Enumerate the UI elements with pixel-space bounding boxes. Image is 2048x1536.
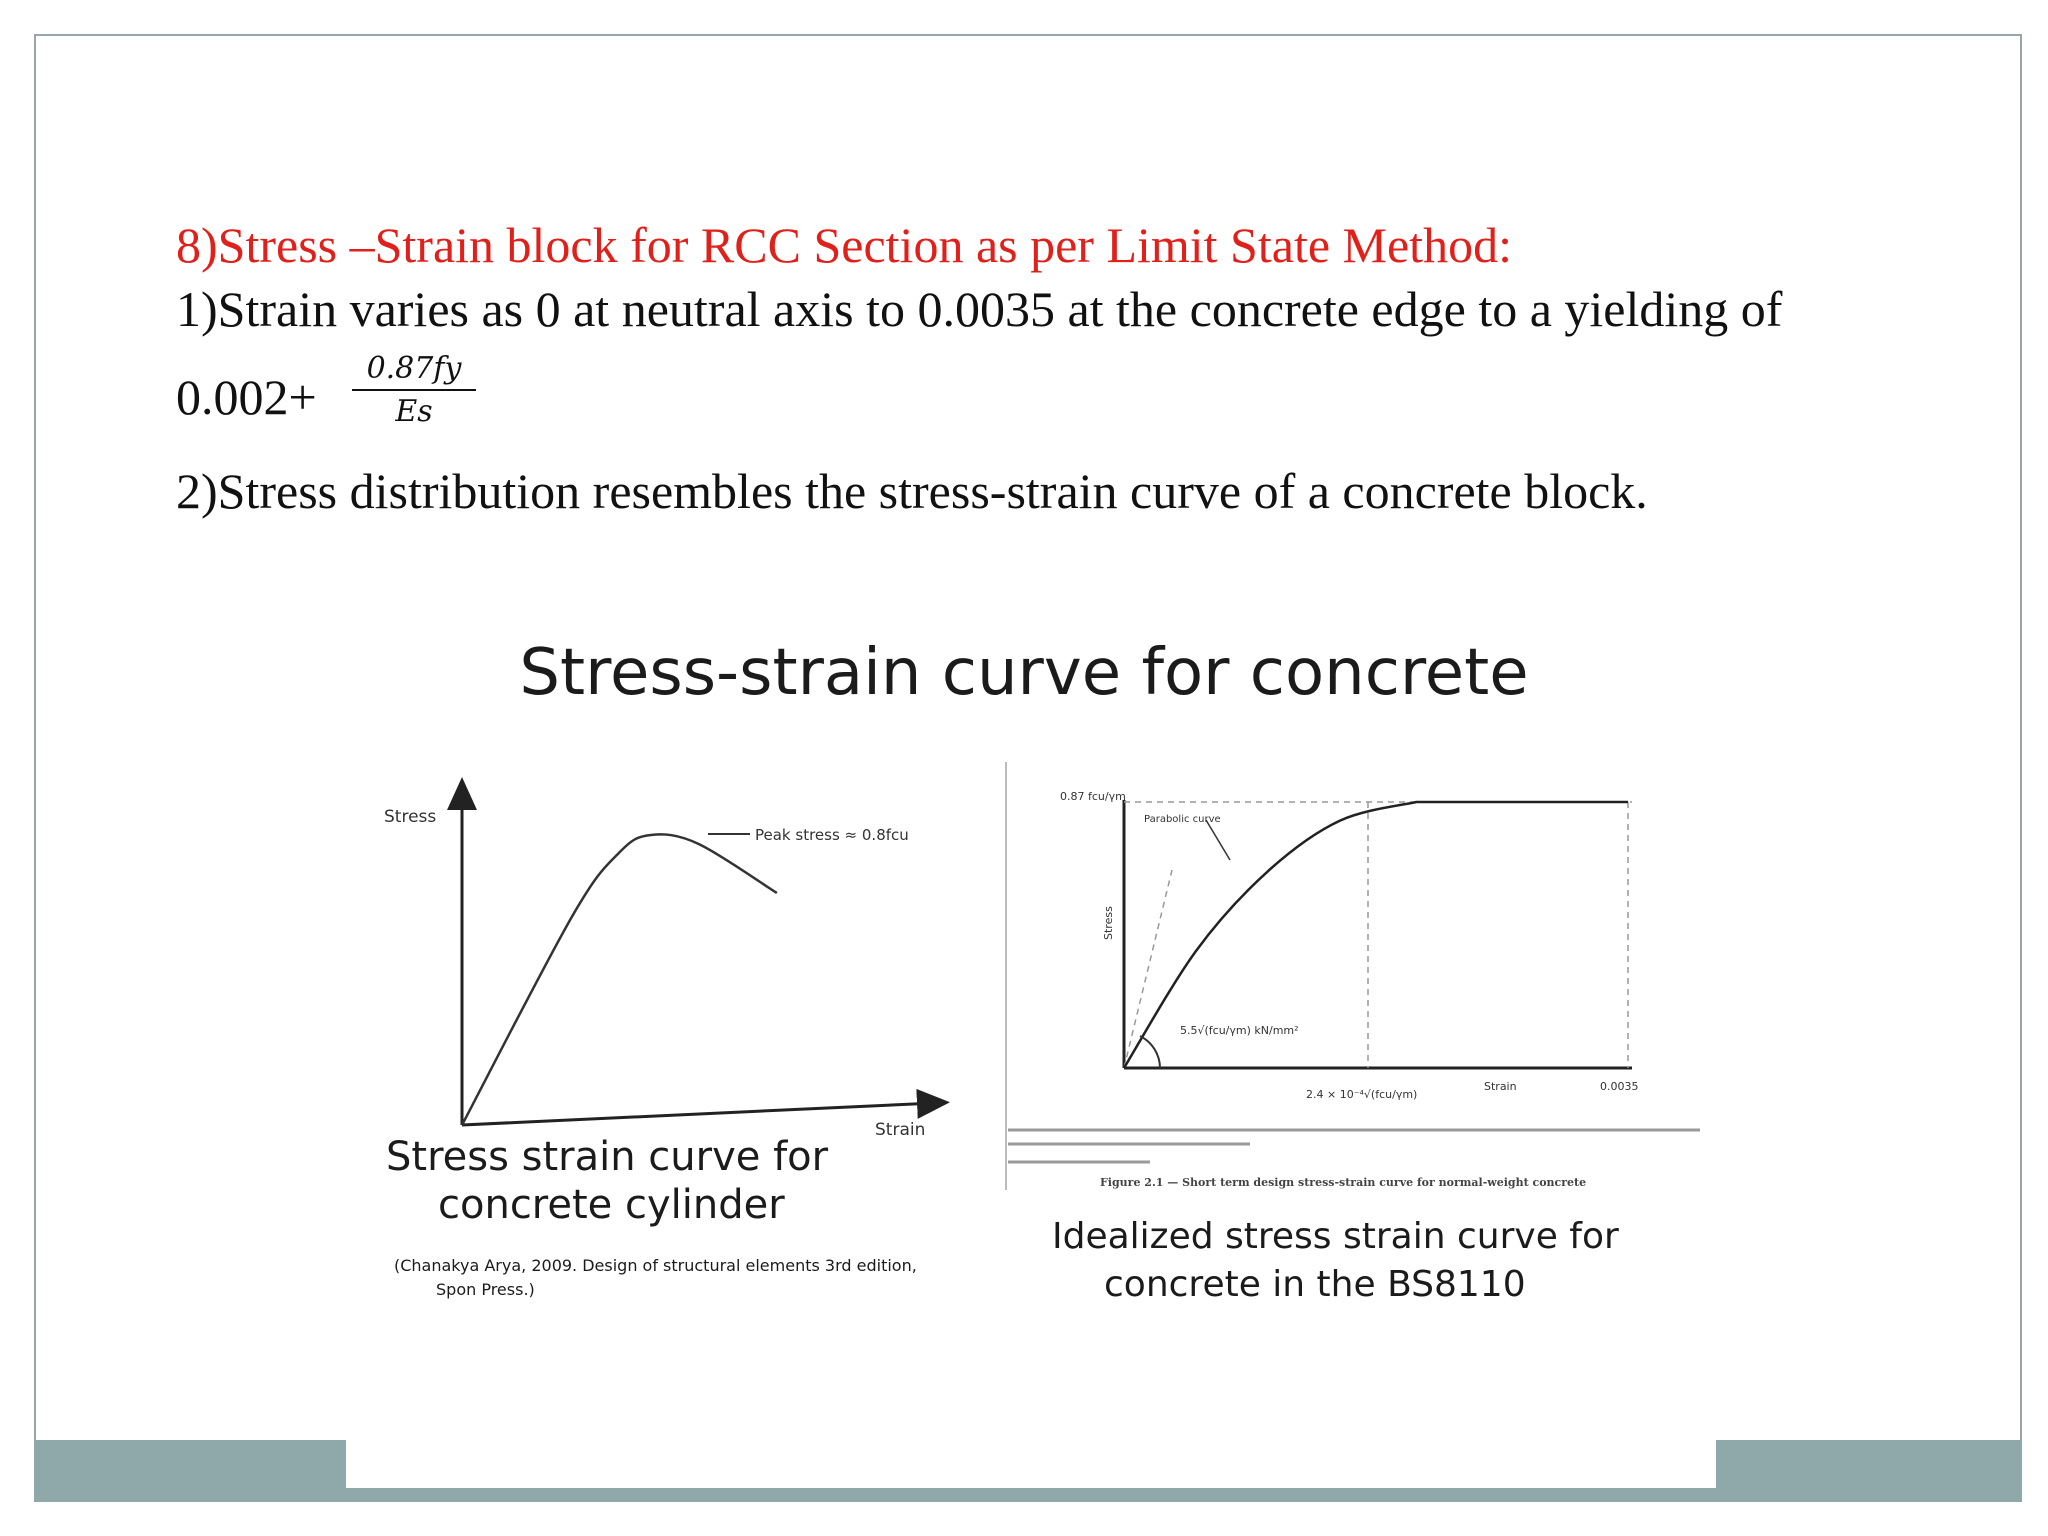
right-caption-line-1: Idealized stress strain curve for: [1052, 1216, 1619, 1257]
cylinder-ylabel: Stress: [384, 807, 437, 827]
parabolic-label: Parabolic curve: [1144, 814, 1221, 825]
ultimate-strain-label: 0.0035: [1600, 1080, 1639, 1093]
cylinder-x-axis: [462, 1103, 935, 1125]
formula-denominator: Es: [395, 394, 433, 429]
citation-line-1: (Chanakya Arya, 2009. Design of structural elements 3rd edition,: [394, 1256, 917, 1275]
modulus-label: 5.5√(fcu/γm) kN/mm²: [1180, 1024, 1299, 1037]
formula-base: 0.002+: [176, 369, 317, 425]
point-2-text: 2)Stress distribution resembles the stress-strain curve of a concrete block.: [176, 463, 1648, 519]
point-1-text: 1)Strain varies as 0 at neutral axis to 0.0035 at the concrete edge to a yielding of: [176, 281, 1783, 337]
left-caption-line-2: concrete cylinder: [438, 1182, 785, 1228]
bs8110-chart: [1008, 790, 1700, 1189]
peak-stress-label: Peak stress ≈ 0.8fcu: [755, 826, 909, 844]
cylinder-chart: [384, 792, 935, 1140]
figure-title: Stress-strain curve for concrete: [519, 636, 1529, 710]
figure-note: Figure 2.1 — Short term design stress-strain curve for normal-weight concrete: [1100, 1176, 1587, 1189]
slide-heading: 8)Stress –Strain block for RCC Section as per Limit State Method:: [176, 217, 1512, 273]
citation-line-2: Spon Press.): [436, 1280, 535, 1299]
yield-strain-label: 2.4 × 10⁻⁴√(fcu/γm): [1306, 1088, 1418, 1101]
right-caption-line-2: concrete in the BS8110: [1104, 1264, 1526, 1305]
tangent-angle-arc: [1140, 1036, 1160, 1068]
formula-numerator: 0.87fy: [366, 351, 462, 386]
bs-tangent-dashed: [1124, 870, 1172, 1068]
cylinder-xlabel: Strain: [875, 1120, 926, 1140]
bs-xlabel: Strain: [1484, 1080, 1517, 1093]
cylinder-curve: [462, 834, 777, 1125]
parabolic-leader: [1206, 820, 1230, 860]
bs-ylabel: Stress: [1102, 906, 1115, 940]
bs-ytick-label: 0.87 fcu/γm: [1060, 790, 1126, 803]
left-caption-line-1: Stress strain curve for: [386, 1134, 829, 1180]
